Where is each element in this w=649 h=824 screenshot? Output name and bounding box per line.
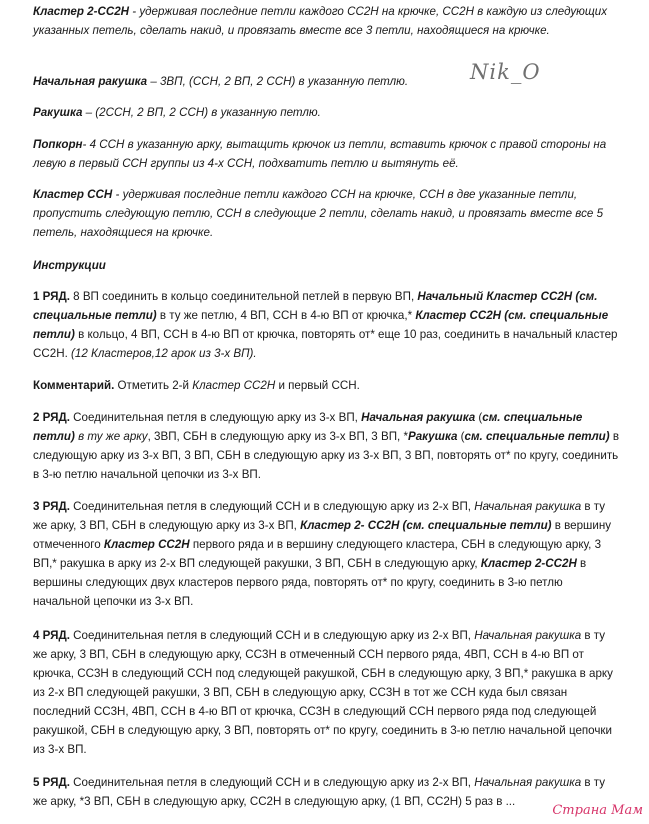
row-text: Соединительная петля в следующий ССН и в следующую арку из 2-х ВП,: [69, 776, 475, 789]
term: Ракушка: [33, 106, 83, 119]
comment: [33, 376, 619, 395]
term: см. специальные петли): [33, 411, 583, 443]
definition-cluster-ssn: [33, 185, 619, 242]
term: Кластер СС2Н: [103, 538, 190, 551]
definition-text: – 3ВП, (ССН, 2 ВП, 2 ССН) в указанную петлю.: [147, 75, 409, 88]
term: Начальная ракушка: [474, 776, 582, 789]
row-text: (: [457, 430, 465, 443]
definition-cluster-2-cc2h: [33, 2, 619, 40]
row-text: в ту же арку, *3 ВП, СБН в следующую арку, СС2Н в следующую арку, (1 ВП, СС2Н) 5 раз в ...: [33, 776, 606, 808]
row-text: 8 ВП соединить в кольцо соединительной петлей в первую ВП,: [69, 290, 418, 303]
comment-text: Отметить 2-й: [114, 379, 193, 392]
row-text: в ту же арку, 3 ВП, СБН в следующую арку, СС3Н в отмеченный ССН первого ряда, 4ВП, ССН в 4-ю ВП от крючка, СС3Н в следующий ССН под следующей ракушкой, СБН в следующую арку, 3 ВП,* ракушка в арку из 2-х ВП следующей ракушки, 3 ВП, СБН в следующую арку, СС3Н в тот же ССН куда был связан последний СС3Н, 4ВП, ССН в 4-ю ВП от крючка, СС3Н в следующий ССН первого ряда под следующей ракушкой, СБН в следующую арку, 3 ВП, повторять от* по кругу, соединить в 3-ю петлю начальной цепочки из 3-х ВП.: [33, 629, 613, 756]
term: Кластер СС2Н: [192, 379, 276, 392]
row-text: Соединительная петля в следующий ССН и в следующую арку из 2-х ВП,: [69, 629, 475, 642]
term: Начальный Кластер СС2Н (см. специальные петли): [33, 290, 598, 322]
row-label: 4 РЯД.: [33, 629, 70, 642]
row-5: [33, 773, 619, 811]
definition-text: – (2ССН, 2 ВП, 2 ССН) в указанную петлю.: [82, 106, 321, 119]
term: см. специальные петли): [464, 430, 610, 443]
row-text: в кольцо, 4 ВП, ССН в 4-ю ВП от крючка, повторять от* еще 10 раз, соединить в начальный кластер СС2Н.: [33, 328, 618, 360]
term: Начальная ракушка: [474, 629, 582, 642]
row-text: первого ряда и в вершину следующего кластера, СБН в следующую арку, 3 ВП,* ракушка в арку из 2-х ВП следующей ракушки, 3 ВП, СБН в следующую арку,: [33, 538, 602, 570]
row-text: в ту же арку, 3 ВП, СБН в следующую арку из 3-х ВП,: [33, 500, 606, 532]
term: Кластер 2- СС2Н (см. специальные петли): [300, 519, 552, 532]
definition-text: - удерживая последние петли каждого СС2Н на крючке, СС2Н в каждую из следующих указанных петель, сделать накид, и провязать вместе все 3 петли, находящиеся на крючке.: [33, 5, 608, 37]
row-text: в вершину отмеченного: [33, 519, 612, 551]
term: Кластер ССН: [33, 188, 113, 201]
term: Попкорн: [33, 138, 83, 151]
term: Ракушка: [407, 430, 458, 443]
row-label: 2 РЯД.: [33, 411, 70, 424]
row-label: 3 РЯД.: [33, 500, 70, 513]
term: Начальная ракушка: [361, 411, 476, 424]
row-text: в ту же петлю, 4 ВП, ССН в 4-ю ВП от крючка,*: [156, 309, 416, 322]
comment-text: и первый ССН.: [275, 379, 360, 392]
author-signature: Nik_O: [470, 60, 541, 84]
term: Кластер СС2Н (см. специальные петли): [33, 309, 609, 341]
row-label: 1 РЯД.: [33, 290, 70, 303]
row-note: (12 Кластеров,12 арок из 3-х ВП).: [71, 347, 257, 360]
row-2: [33, 408, 619, 484]
site-watermark: Страна Мам: [552, 803, 643, 818]
row-text: в следующую арку из 3-х ВП, 3 ВП, СБН в следующую арку из 3-х ВП, 3 ВП, повторять от* по кругу, соединить в 3-ю петлю начальной цепочки из 3-х ВП.: [33, 430, 620, 481]
definition-text: - удерживая последние петли каждого ССН на крючке, ССН в две указанные петли, пропустить следующую петлю, ССН в следующие 2 петли, сделать накид, и провязать вместе все 5 петель, находящиеся на крючке.: [33, 188, 604, 239]
row-text: , 3ВП, СБН в следующую арку из 3-х ВП, 3 ВП, *: [147, 430, 408, 443]
row-text: Соединительная петля в следующую арку из 3-х ВП,: [69, 411, 362, 424]
definition-shell: [33, 103, 619, 122]
row-1: [33, 287, 619, 363]
definition-text: - 4 ССН в указанную арку, вытащить крючок из петли, вставить крючок с правой стороны на левую в первый ССН группы из 4-х ССН, подхватить петлю и вытянуть её.: [33, 138, 607, 170]
term: Кластер 2-СС2Н: [33, 5, 130, 18]
row-3: [33, 497, 619, 611]
row-text: в ту же арку: [74, 430, 148, 443]
comment-label: Комментарий.: [33, 379, 115, 392]
term: Начальная ракушка: [33, 75, 148, 88]
term: Начальная ракушка: [474, 500, 582, 513]
instructions-heading: Инструкции: [33, 259, 106, 272]
row-text: Соединительная петля в следующий ССН и в следующую арку из 2-х ВП,: [69, 500, 475, 513]
term: Кластер 2-СС2Н: [480, 557, 577, 570]
row-text: в вершины следующих двух кластеров первого ряда, повторять от* по кругу, соединить в 3-ю петлю начальной цепочки из 3-х ВП.: [33, 557, 587, 608]
row-text: (: [475, 411, 483, 424]
row-label: 5 РЯД.: [33, 776, 70, 789]
row-4: [33, 626, 619, 759]
definition-popcorn: [33, 135, 619, 173]
